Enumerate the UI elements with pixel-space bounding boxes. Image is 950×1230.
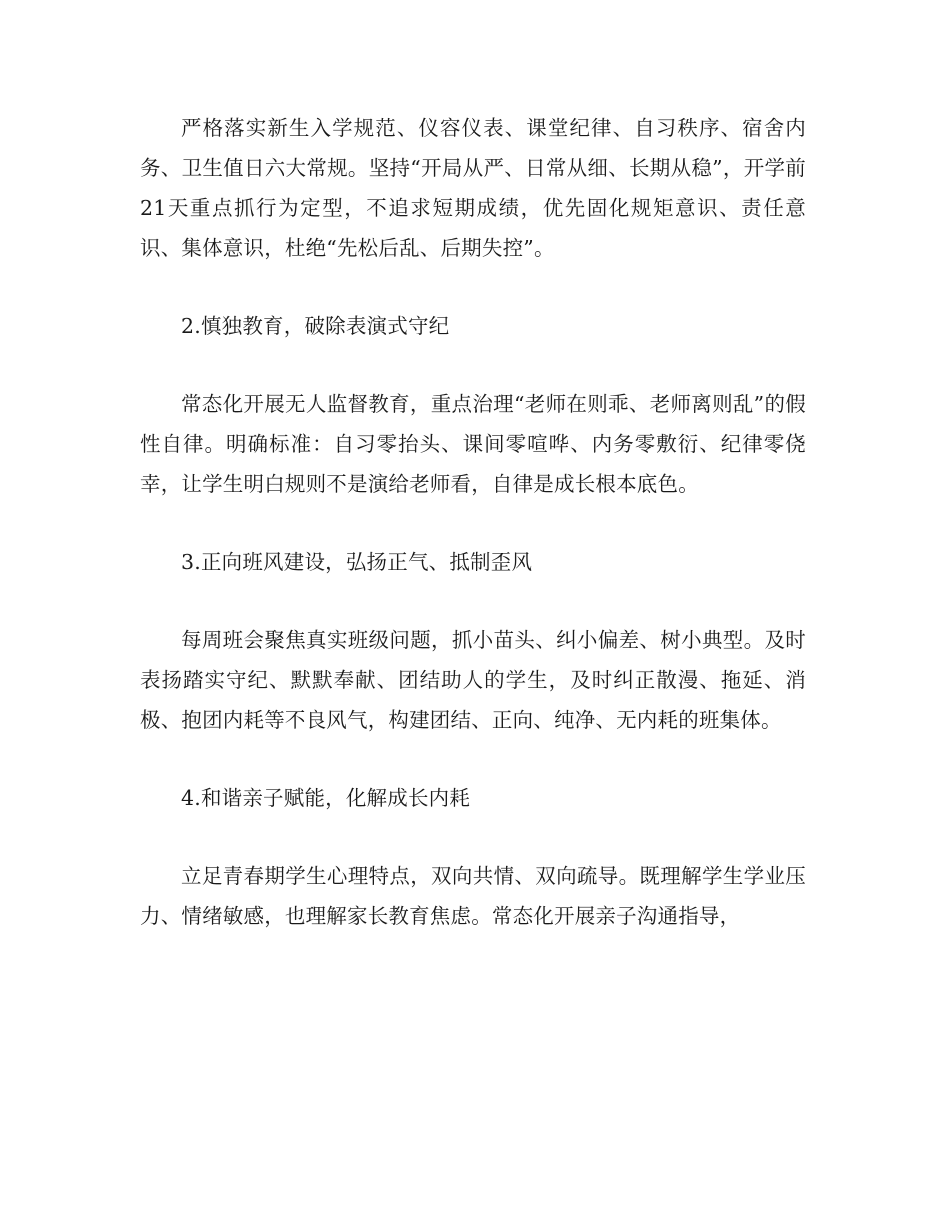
section-heading-2: 2.慎独教育，破除表演式守纪 <box>181 314 450 338</box>
paragraph-gap <box>140 582 806 620</box>
paragraph-gap <box>140 268 806 306</box>
document-body <box>140 108 806 936</box>
section-heading-4: 4.和谐亲子赋能，化解成长内耗 <box>181 786 471 810</box>
paragraph-gap <box>140 346 806 384</box>
paragraph-routine-norms: 严格落实新生入学规范、仪容仪表、课堂纪律、自习秩序、宿舍内务、卫生值日六大常规。坚持“开局从严、日常从细、长期从稳”，开学前21天重点抓行为定型，不追求短期成绩，优先固化规矩意识、责任意识、集体意识，杜绝“先松后乱、后期失控”。 <box>140 116 806 260</box>
paragraph-gap <box>140 740 806 778</box>
paragraph-gap <box>140 818 806 856</box>
paragraph-self-discipline: 常态化开展无人监督教育，重点治理“老师在则乖、老师离则乱”的假性自律。明确标准：自习零抬头、课间零喧哗、内务零敷衍、纪律零侥幸，让学生明白规则不是演给老师看，自律是成长根本底色。 <box>140 392 806 496</box>
paragraph-parent-child: 立足青春期学生心理特点，双向共情、双向疏导。既理解学生学业压力、情绪敏感，也理解家长教育焦虑。常态化开展亲子沟通指导， <box>140 864 806 928</box>
section-heading-3: 3.正向班风建设，弘扬正气、抵制歪风 <box>181 550 533 574</box>
paragraph-gap <box>140 504 806 542</box>
paragraph-class-culture: 每周班会聚焦真实班级问题，抓小苗头、纠小偏差、树小典型。及时表扬踏实守纪、默默奉献、团结助人的学生，及时纠正散漫、拖延、消极、抱团内耗等不良风气，构建团结、正向、纯净、无内耗的班集体。 <box>140 628 806 732</box>
